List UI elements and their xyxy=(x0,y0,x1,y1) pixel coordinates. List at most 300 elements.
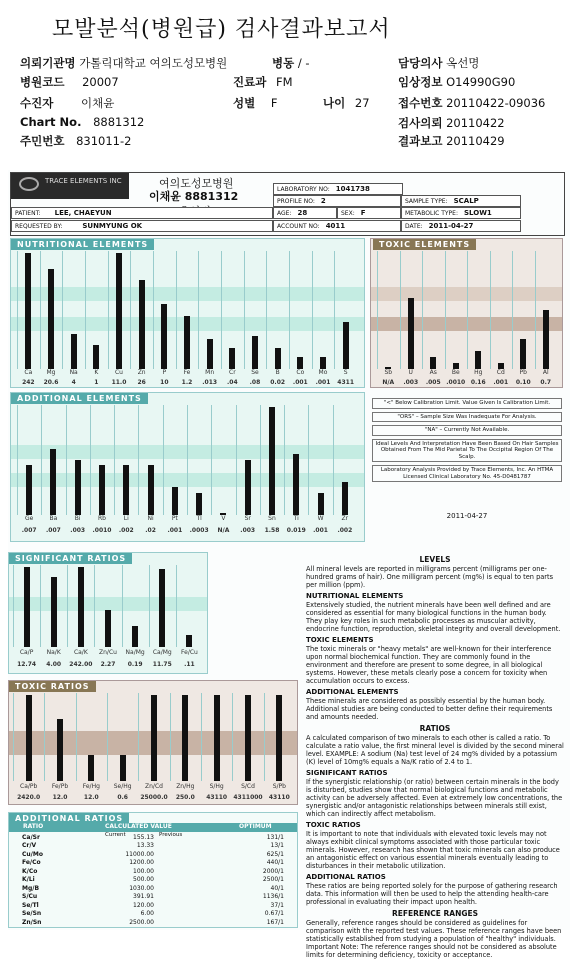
bar xyxy=(342,482,348,515)
label: 26 xyxy=(137,379,146,386)
nutritional-bars xyxy=(17,251,357,369)
label: Ni xyxy=(147,515,154,522)
bar xyxy=(26,465,32,515)
bar xyxy=(275,348,281,369)
bar xyxy=(343,322,349,369)
grid-line xyxy=(44,693,45,781)
bar xyxy=(408,298,414,369)
ratio-cell: 167/1 xyxy=(266,918,284,926)
label: .003 xyxy=(70,527,86,534)
grid-line xyxy=(535,251,536,369)
label: S xyxy=(343,369,348,376)
label: Ca/K xyxy=(73,649,88,656)
ratio-row xyxy=(18,867,288,876)
ratios-heading: RATIOS xyxy=(419,724,451,733)
nutritional-values xyxy=(17,379,357,387)
col-previous: Previous xyxy=(159,832,183,838)
label: 1.58 xyxy=(264,527,280,534)
ref-heading: REFERENCE RANGES xyxy=(391,909,479,918)
label: .002 xyxy=(337,527,353,534)
ratio-row xyxy=(18,893,288,902)
grid-line xyxy=(377,251,378,369)
label: Fe/Pb xyxy=(51,783,69,790)
label: 4311000 xyxy=(233,794,263,801)
bar xyxy=(71,334,77,369)
grid-line xyxy=(289,251,290,369)
label: Bi xyxy=(74,515,81,522)
toxic-ratio-labels xyxy=(13,783,295,791)
sex-value: F xyxy=(270,96,278,110)
significant-ratios-panel xyxy=(8,552,208,674)
code-value: 20007 xyxy=(82,75,119,89)
bar xyxy=(25,253,31,369)
label: 12.74 xyxy=(17,661,37,668)
label: Ge xyxy=(24,515,34,522)
grid-line xyxy=(198,251,199,369)
label: 10 xyxy=(160,379,169,386)
label: Ca/Mg xyxy=(152,649,172,656)
grid-line xyxy=(176,251,177,369)
label: Zr xyxy=(341,515,349,522)
bar xyxy=(48,269,54,369)
ratio-cell: 155.13 xyxy=(133,833,154,841)
account-field: ACCOUNT NO: 4011 xyxy=(273,220,401,232)
significant-values xyxy=(13,661,203,669)
label: Na/Mg xyxy=(125,649,145,656)
grid-line xyxy=(467,251,468,369)
grid-line xyxy=(107,693,108,781)
label: Fe xyxy=(183,369,191,376)
label: .11 xyxy=(184,661,195,668)
note-lab: Laboratory Analysis Provided by Trace Elements, Inc. An HTMA Licensed Clinical Laboratory No. 45-D0481787 xyxy=(372,465,562,482)
label: .02 xyxy=(145,527,156,534)
grid-line xyxy=(130,251,131,369)
grid-line xyxy=(445,251,446,369)
grid-line xyxy=(176,565,177,647)
additional-ratios-title: ADDITIONAL RATIOS xyxy=(9,813,129,824)
label: Tl xyxy=(196,515,202,522)
bar xyxy=(139,280,145,369)
ratio-cell: Zn/Sn xyxy=(22,918,42,926)
req-label: 검사의뢰 xyxy=(398,116,443,130)
toxic-symbols xyxy=(377,369,557,377)
toxic-title: TOXIC ELEMENTS xyxy=(373,239,476,250)
label: 2420.0 xyxy=(17,794,41,801)
req-value: 20110422 xyxy=(446,116,505,130)
label: S/Pb xyxy=(272,783,286,790)
grid-line xyxy=(41,405,42,515)
important-note: Important Note: The reference ranges should not be considered as absolute limits for determining deficiency, toxicity or acceptance. xyxy=(306,943,557,959)
ratio-cell: 6.00 xyxy=(140,910,154,918)
label: 25000.0 xyxy=(140,794,168,801)
ratios-text: A calculated comparison of two minerals to each other is called a ratio. To calculate a ratio value, the first mineral level is divided by the second mineral level. EXAMPLE: A sodium (Na) test level of 24 mg% divided by a potassium (K) level of 10mg% equals a Na/K ratio of 2.4 to 1. xyxy=(306,734,564,766)
label: 11.0 xyxy=(111,379,127,386)
bar xyxy=(132,626,138,647)
col-current: Current xyxy=(105,832,126,838)
label: .001 xyxy=(167,527,183,534)
grid-line xyxy=(67,565,68,647)
label: 0.02 xyxy=(270,379,286,386)
ratio-cell: K/Co xyxy=(22,867,38,875)
toxic-ratio-values xyxy=(13,794,295,802)
label: 250.0 xyxy=(175,794,195,801)
age-field: AGE: 28 xyxy=(273,207,337,219)
grid-line xyxy=(266,251,267,369)
ratios-header: RATIO CALCULATED VALUE OPTIMUM xyxy=(9,823,297,832)
ratio-cell: 2500/1 xyxy=(262,876,284,884)
company-logo: TRACE ELEMENTS INC xyxy=(11,173,129,199)
bar xyxy=(207,339,213,369)
label: Ti xyxy=(293,515,299,522)
label: V xyxy=(221,515,226,522)
label: S/Cd xyxy=(241,783,255,790)
grid-line xyxy=(422,251,423,369)
ratio-cell: 1200.00 xyxy=(129,859,154,867)
label: .005 xyxy=(425,379,441,386)
label: Cd xyxy=(496,369,505,376)
ratio-cell: Ca/Sr xyxy=(22,833,40,841)
label: .04 xyxy=(227,379,238,386)
additional-ratios-table xyxy=(18,833,288,927)
label: 0.6 xyxy=(117,794,128,801)
grid-line xyxy=(108,251,109,369)
tox-text: The toxic minerals or "heavy metals" are well-known for their interference upon normal biochemical function. They are commonly found in the environment and therefore are present to some degree, in all biological systems. However, these metals clearly pose a concern for toxicity when accumulation occurs to excess. xyxy=(306,645,552,685)
bar xyxy=(88,755,94,781)
grid-line xyxy=(308,405,309,515)
grid-line xyxy=(284,405,285,515)
ratio-cell: 1136/1 xyxy=(262,893,284,901)
rrn-value: 831011-2 xyxy=(76,134,132,148)
label: 0.7 xyxy=(540,379,552,386)
label: 12.0 xyxy=(52,794,68,801)
label: 4.00 xyxy=(46,661,62,668)
label: N/A xyxy=(217,527,230,534)
nutritional-title: NUTRITIONAL ELEMENTS xyxy=(11,239,154,250)
tox-heading: TOXIC ELEMENTS xyxy=(306,636,374,644)
sex-label: 성별 xyxy=(233,96,256,110)
bar xyxy=(123,465,129,515)
toxic-values xyxy=(377,379,557,387)
label: Se xyxy=(251,369,259,376)
bar xyxy=(93,345,99,369)
nutr-text: Extensively studied, the nutrient minerals have been well defined and are considered as essential for many biological functions in the human body. They play key roles in such metabolic processes as muscular activity, endocrine function, reproduction, skeletal integrity and overall development. xyxy=(306,601,561,633)
doctor-value: 옥선명 xyxy=(446,56,480,70)
age-value: 27 xyxy=(354,96,370,110)
bar xyxy=(184,316,190,369)
label: 242.00 xyxy=(69,661,93,668)
sig-text: If the synergistic relationship (or ratio) between certain minerals in the body is disturbed, studies show that normal biological functions and metabolic activity can be adversely affected. Even at extremely low concentrations, the synergistic and/or antagonistic relationships between minerals still exist, which can indirectly affect metabolism. xyxy=(306,778,563,818)
label: Mo xyxy=(318,369,328,376)
bar xyxy=(196,493,202,515)
grid-line xyxy=(187,405,188,515)
label: Hg xyxy=(474,369,483,376)
bar xyxy=(543,310,549,369)
ratio-row xyxy=(18,850,288,859)
ratio-cell: 120.00 xyxy=(133,901,154,909)
label: As xyxy=(429,369,437,376)
ratio-cell: K/Li xyxy=(22,876,35,884)
grid-line xyxy=(260,405,261,515)
label: 4 xyxy=(71,379,76,386)
grid-line xyxy=(201,693,202,781)
grid-line xyxy=(211,405,212,515)
ratio-cell: S/Cu xyxy=(22,893,38,901)
ratio-row xyxy=(18,910,288,919)
ratio-cell: Cr/V xyxy=(22,842,37,850)
grid-line xyxy=(244,251,245,369)
grid-line xyxy=(94,565,95,647)
ratio-cell: 500.00 xyxy=(133,876,154,884)
grid-line xyxy=(17,405,18,515)
ratio-cell: 13.33 xyxy=(136,842,154,850)
bar xyxy=(24,567,30,647)
label: Ba xyxy=(49,515,58,522)
nutritional-panel xyxy=(10,238,365,388)
bar xyxy=(172,487,178,515)
grid-line xyxy=(490,251,491,369)
metabolic-field: METABOLIC TYPE: SLOW1 xyxy=(401,207,521,219)
label: Mg xyxy=(46,369,56,376)
bar xyxy=(26,695,32,781)
label: Be xyxy=(451,369,460,376)
chart-value: 8881312 xyxy=(93,115,145,129)
hospital-label: 의뢰기관명 xyxy=(20,56,76,70)
doctor-label: 담당의사 xyxy=(398,56,443,70)
grid-line xyxy=(66,405,67,515)
ratio-row xyxy=(18,876,288,885)
bar xyxy=(245,460,251,515)
label: .001 xyxy=(493,379,509,386)
grid-line xyxy=(312,251,313,369)
receipt-value: 20110422-09036 xyxy=(446,96,546,110)
additional-panel xyxy=(10,392,365,542)
bar xyxy=(186,635,192,647)
sex-field: SEX: F xyxy=(337,207,401,219)
grid-line xyxy=(512,251,513,369)
label: W xyxy=(317,515,324,522)
dept-label: 진료과 xyxy=(233,75,267,89)
profile-field: PROFILE NO: 2 xyxy=(273,195,401,207)
bar xyxy=(51,577,57,647)
nutritional-symbols xyxy=(17,369,357,377)
label: .08 xyxy=(249,379,261,386)
label: .001 xyxy=(292,379,308,386)
age-label: 나이 xyxy=(323,96,346,110)
label: 1.2 xyxy=(181,379,193,386)
bar xyxy=(50,449,56,515)
grid-line xyxy=(85,251,86,369)
label: 0.10 xyxy=(515,379,531,386)
label: P xyxy=(162,369,167,376)
label: .003 xyxy=(240,527,256,534)
grid-line xyxy=(90,405,91,515)
ratio-cell: Cu/Mo xyxy=(22,850,43,858)
label: 20.6 xyxy=(43,379,59,386)
grid-line xyxy=(221,251,222,369)
label: 43110 xyxy=(206,794,228,801)
label: Fe/Cu xyxy=(181,649,198,656)
toxr-text: It is important to note that individuals with elevated toxic levels may not always exhibit clinical symptoms associated with those particular toxic minerals. However, research has shown that toxic minerals can also produce an antagonistic effect on various essential minerals eventually leading to disturbances in their metabolic utilization. xyxy=(306,830,560,870)
ratio-cell: 440/1 xyxy=(266,859,284,867)
toxic-ratios-title: TOXIC RATIOS xyxy=(9,681,96,692)
hospital-value: 가톨릭대학교 여의도성모병원 xyxy=(79,56,228,70)
label: 0.019 xyxy=(286,527,306,534)
grid-line xyxy=(40,251,41,369)
additional-bars xyxy=(17,405,357,515)
grid-line xyxy=(138,693,139,781)
label: Ca xyxy=(24,369,33,376)
ratio-row xyxy=(18,833,288,842)
label: Pb xyxy=(519,369,527,376)
bar xyxy=(120,755,126,781)
add-heading: ADDITIONAL ELEMENTS xyxy=(306,688,399,696)
label: Sb xyxy=(384,369,393,376)
bar xyxy=(99,465,105,515)
toxic-panel xyxy=(370,238,563,388)
label: Sr xyxy=(244,515,251,522)
significant-title: SIGNIFICANT RATIOS xyxy=(9,553,132,564)
grid-line xyxy=(114,405,115,515)
label: 43110 xyxy=(268,794,290,801)
label: S/Hg xyxy=(209,783,224,790)
ratio-cell: 2500.00 xyxy=(129,918,154,926)
note-ideal: Ideal Levels And Interpretation Have Been Based On Hair Samples Obtained From The Mid Parietal To The Occipital Region Of The Scalp. xyxy=(372,439,562,463)
grid-line xyxy=(153,251,154,369)
label: 4311 xyxy=(337,379,354,386)
bar xyxy=(320,357,326,369)
handwritten-hospital: 여의도성모병원 xyxy=(159,177,234,190)
note-calibration: "<" Below Calibration Limit. Value Given Is Calibration Limit. xyxy=(372,398,562,409)
bar xyxy=(214,695,220,781)
label: U xyxy=(408,369,413,376)
bar xyxy=(116,253,122,369)
code-label: 병원코드 xyxy=(20,75,65,89)
ratio-row xyxy=(18,918,288,927)
label: Rb xyxy=(97,515,106,522)
label: Fe/Hg xyxy=(82,783,100,790)
ref-text: Generally, reference ranges should be considered as guidelines for comparison with the reported test values. These reference ranges have been statistically established from studying a population of "healthy" individuals. xyxy=(306,919,562,943)
bar xyxy=(318,493,324,515)
report-header xyxy=(10,172,565,236)
note-ors: "ORS" – Sample Size Was Inadequate For Analysis. xyxy=(372,412,562,423)
label: 11.75 xyxy=(152,661,172,668)
grid-line xyxy=(76,693,77,781)
grid-line xyxy=(264,693,265,781)
bar xyxy=(475,351,481,369)
ratio-cell: Mg/B xyxy=(22,884,40,892)
grid-line xyxy=(62,251,63,369)
ratio-row xyxy=(18,842,288,851)
label: B xyxy=(275,369,280,376)
label: Zn/Hg xyxy=(176,783,195,790)
label: Sn xyxy=(268,515,276,522)
bar xyxy=(161,304,167,369)
label: .003 xyxy=(403,379,419,386)
label: N/A xyxy=(382,379,395,386)
sig-heading: SIGNIFICANT RATIOS xyxy=(306,769,388,777)
ratio-cell: 2000/1 xyxy=(262,867,284,875)
ward-value: / - xyxy=(297,56,310,70)
ratio-cell: 13/1 xyxy=(270,842,284,850)
result-label: 결과보고 xyxy=(398,134,443,148)
receipt-label: 접수번호 xyxy=(398,96,443,110)
label: 0.19 xyxy=(127,661,143,668)
label: .007 xyxy=(46,527,61,534)
label: .002 xyxy=(118,527,134,534)
signed-date: 2011-04-27 xyxy=(446,512,488,520)
bar xyxy=(293,454,299,515)
bar xyxy=(269,407,275,515)
toxic-ratios-panel xyxy=(8,680,298,805)
clinical-label: 임상정보 xyxy=(398,75,443,89)
grid-line xyxy=(40,565,41,647)
label: Co xyxy=(296,369,305,376)
grid-line xyxy=(122,565,123,647)
label: .0003 xyxy=(189,527,209,534)
result-value: 20110429 xyxy=(446,134,505,148)
additional-symbols xyxy=(17,515,357,523)
bar xyxy=(520,339,526,369)
toxic-ratio-bars xyxy=(13,693,295,781)
grid-line xyxy=(236,405,237,515)
bar xyxy=(182,695,188,781)
sample-field: SAMPLE TYPE: SCALP xyxy=(401,195,521,207)
ratio-cell: Se/Sn xyxy=(22,910,42,918)
legend-notes xyxy=(372,398,562,524)
label: 12.0 xyxy=(83,794,99,801)
logo-icon xyxy=(19,177,39,191)
bar xyxy=(148,465,154,515)
label: Ca/Pb xyxy=(20,783,38,790)
bar xyxy=(229,348,235,369)
patient-field: PATIENT: LEE, CHAEYUN xyxy=(11,207,273,219)
page-title: 모발분석(병원급) 검사결과보고서 xyxy=(52,17,391,42)
label: Cr xyxy=(229,369,236,376)
label: 242 xyxy=(22,379,35,386)
rrn-label: 주민번호 xyxy=(20,134,65,148)
bar xyxy=(297,357,303,369)
additional-values xyxy=(17,527,357,535)
label: .001 xyxy=(313,527,328,534)
label: K xyxy=(94,369,99,376)
label: Se/Hg xyxy=(113,783,132,790)
ratio-cell: 625/1 xyxy=(266,850,284,858)
toxr-heading: TOXIC RATIOS xyxy=(306,821,361,829)
bar xyxy=(78,567,84,647)
ratio-row xyxy=(18,901,288,910)
ratio-cell: 100.00 xyxy=(133,867,154,875)
label: Li xyxy=(123,515,129,522)
grid-line xyxy=(170,693,171,781)
ratio-cell: 11000.00 xyxy=(125,850,154,858)
ratio-row xyxy=(18,859,288,868)
handwritten-patient: 이채윤 8881312 xyxy=(149,190,239,203)
label: .007 xyxy=(21,527,37,534)
ratio-cell: 1030.00 xyxy=(129,884,154,892)
label: Na/K xyxy=(46,649,61,656)
note-na: "NA" – Currently Not Available. xyxy=(372,425,562,436)
bar xyxy=(151,695,157,781)
toxic-bars xyxy=(377,251,557,369)
levels-heading: LEVELS xyxy=(419,555,451,564)
label: Zn xyxy=(137,369,146,376)
bar xyxy=(75,460,81,515)
ratio-cell: Se/Tl xyxy=(22,901,39,909)
ratio-cell: 0.67/1 xyxy=(264,910,284,918)
lab-no-field: LABORATORY NO: 1041738 xyxy=(273,183,403,195)
grid-line xyxy=(333,405,334,515)
label: Cu xyxy=(114,369,123,376)
